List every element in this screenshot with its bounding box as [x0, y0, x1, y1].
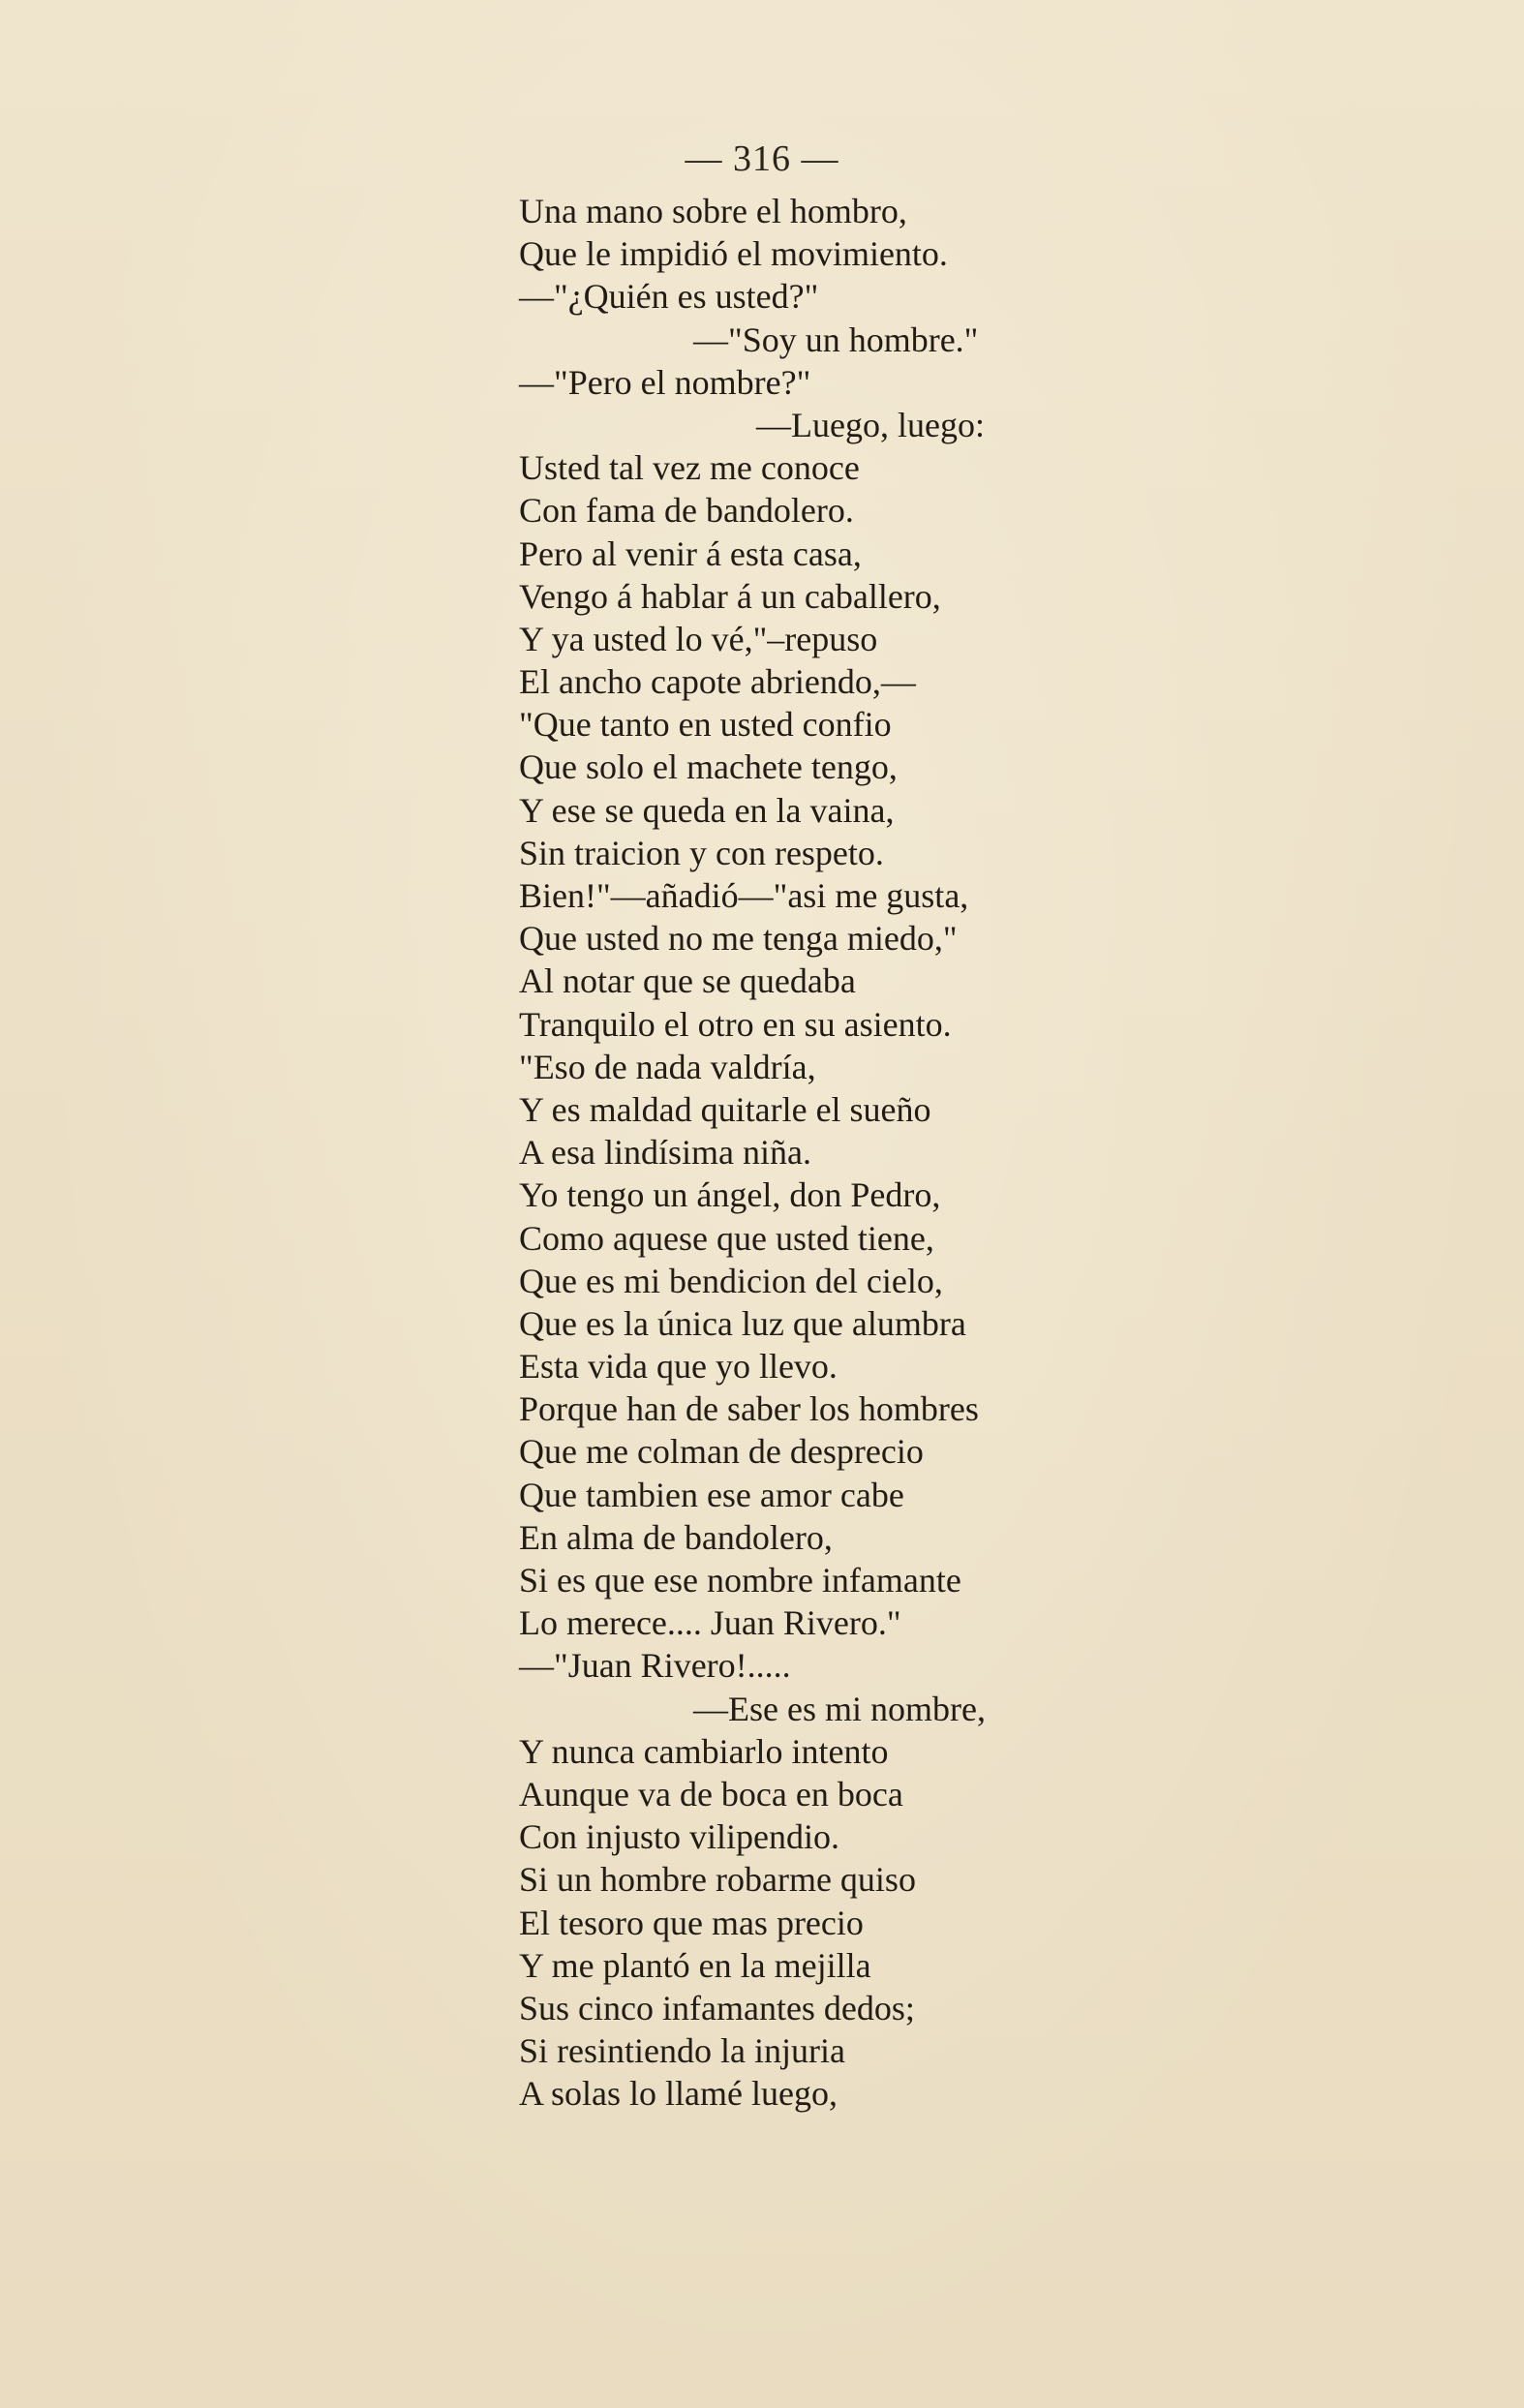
verse-line: Usted tal vez me conoce: [519, 448, 860, 488]
verse-line: Y es maldad quitarle el sueño: [519, 1089, 931, 1129]
verse-line: —"Pero el nombre?": [519, 362, 811, 402]
verse-line: Que solo el machete tengo,: [519, 747, 898, 787]
verse-line: Sin traicion y con respeto.: [519, 833, 884, 872]
verse-line: Que le impidió el movimiento.: [519, 234, 948, 274]
verse-line: Esta vida que yo llevo.: [519, 1347, 838, 1387]
verse-line: —Luego, luego:: [756, 405, 985, 444]
verse-line: El ancho capote abriendo,—: [519, 662, 916, 702]
verse-line: Porque han de saber los hombres: [519, 1389, 979, 1429]
verse-line: Aunque va de boca en boca: [519, 1774, 903, 1814]
verse-line: —"¿Quién es usted?": [519, 277, 819, 317]
page-number: — 316 —: [685, 138, 839, 179]
verse-line: Pero al venir á esta casa,: [519, 533, 862, 573]
verse-line: Con injusto vilipendio.: [519, 1817, 840, 1857]
verse-line: Si es que ese nombre infamante: [519, 1561, 961, 1600]
verse-line: Al notar que se quedaba: [519, 961, 856, 1001]
verse-line: Que tambien ese amor cabe: [519, 1475, 904, 1514]
verse-line: Y nunca cambiarlo intento: [519, 1731, 889, 1771]
verse-line: A esa lindísima niña.: [519, 1133, 811, 1173]
verse-line: Como aquese que usted tiene,: [519, 1218, 934, 1258]
verse-line: Si un hombre robarme quiso: [519, 1860, 916, 1900]
verse-line: Yo tengo un ángel, don Pedro,: [519, 1175, 941, 1215]
poem-text: [519, 190, 1139, 2115]
verse-line: —Ese es mi nombre,: [693, 1689, 986, 1728]
verse-line: En alma de bandolero,: [519, 1517, 833, 1557]
verse-line: Bien!"—añadió—"asi me gusta,: [519, 876, 969, 915]
verse-line: "Que tanto en usted confio: [519, 705, 892, 745]
verse-line: Sus cinco infamantes dedos;: [519, 1988, 915, 2027]
verse-line: El tesoro que mas precio: [519, 1903, 864, 1942]
verse-line: Que usted no me tenga miedo,": [519, 919, 958, 959]
verse-line: Que es la única luz que alumbra: [519, 1303, 966, 1343]
verse-line: Que es mi bendicion del cielo,: [519, 1261, 943, 1300]
verse-line: Y me plantó en la mejilla: [519, 1945, 871, 1985]
verse-line: Que me colman de desprecio: [519, 1432, 924, 1472]
verse-line: Con fama de bandolero.: [519, 491, 854, 531]
verse-line: Lo merece.... Juan Rivero.": [519, 1603, 901, 1643]
verse-line: Y ese se queda en la vaina,: [519, 790, 895, 830]
verse-line: A solas lo llamé luego,: [519, 2074, 838, 2114]
verse-line: Y ya usted lo vé,"–repuso: [519, 619, 878, 658]
verse-line: Si resintiendo la injuria: [519, 2031, 845, 2071]
verse-line: Tranquilo el otro en su asiento.: [519, 1004, 952, 1044]
verse-line: Vengo á hablar á un caballero,: [519, 576, 941, 616]
verse-line: "Eso de nada valdría,: [519, 1047, 816, 1086]
verse-line: Una mano sobre el hombro,: [519, 192, 907, 230]
verse-line: —"Soy un hombre.": [693, 320, 979, 359]
verse-line: —"Juan Rivero!.....: [519, 1646, 791, 1686]
